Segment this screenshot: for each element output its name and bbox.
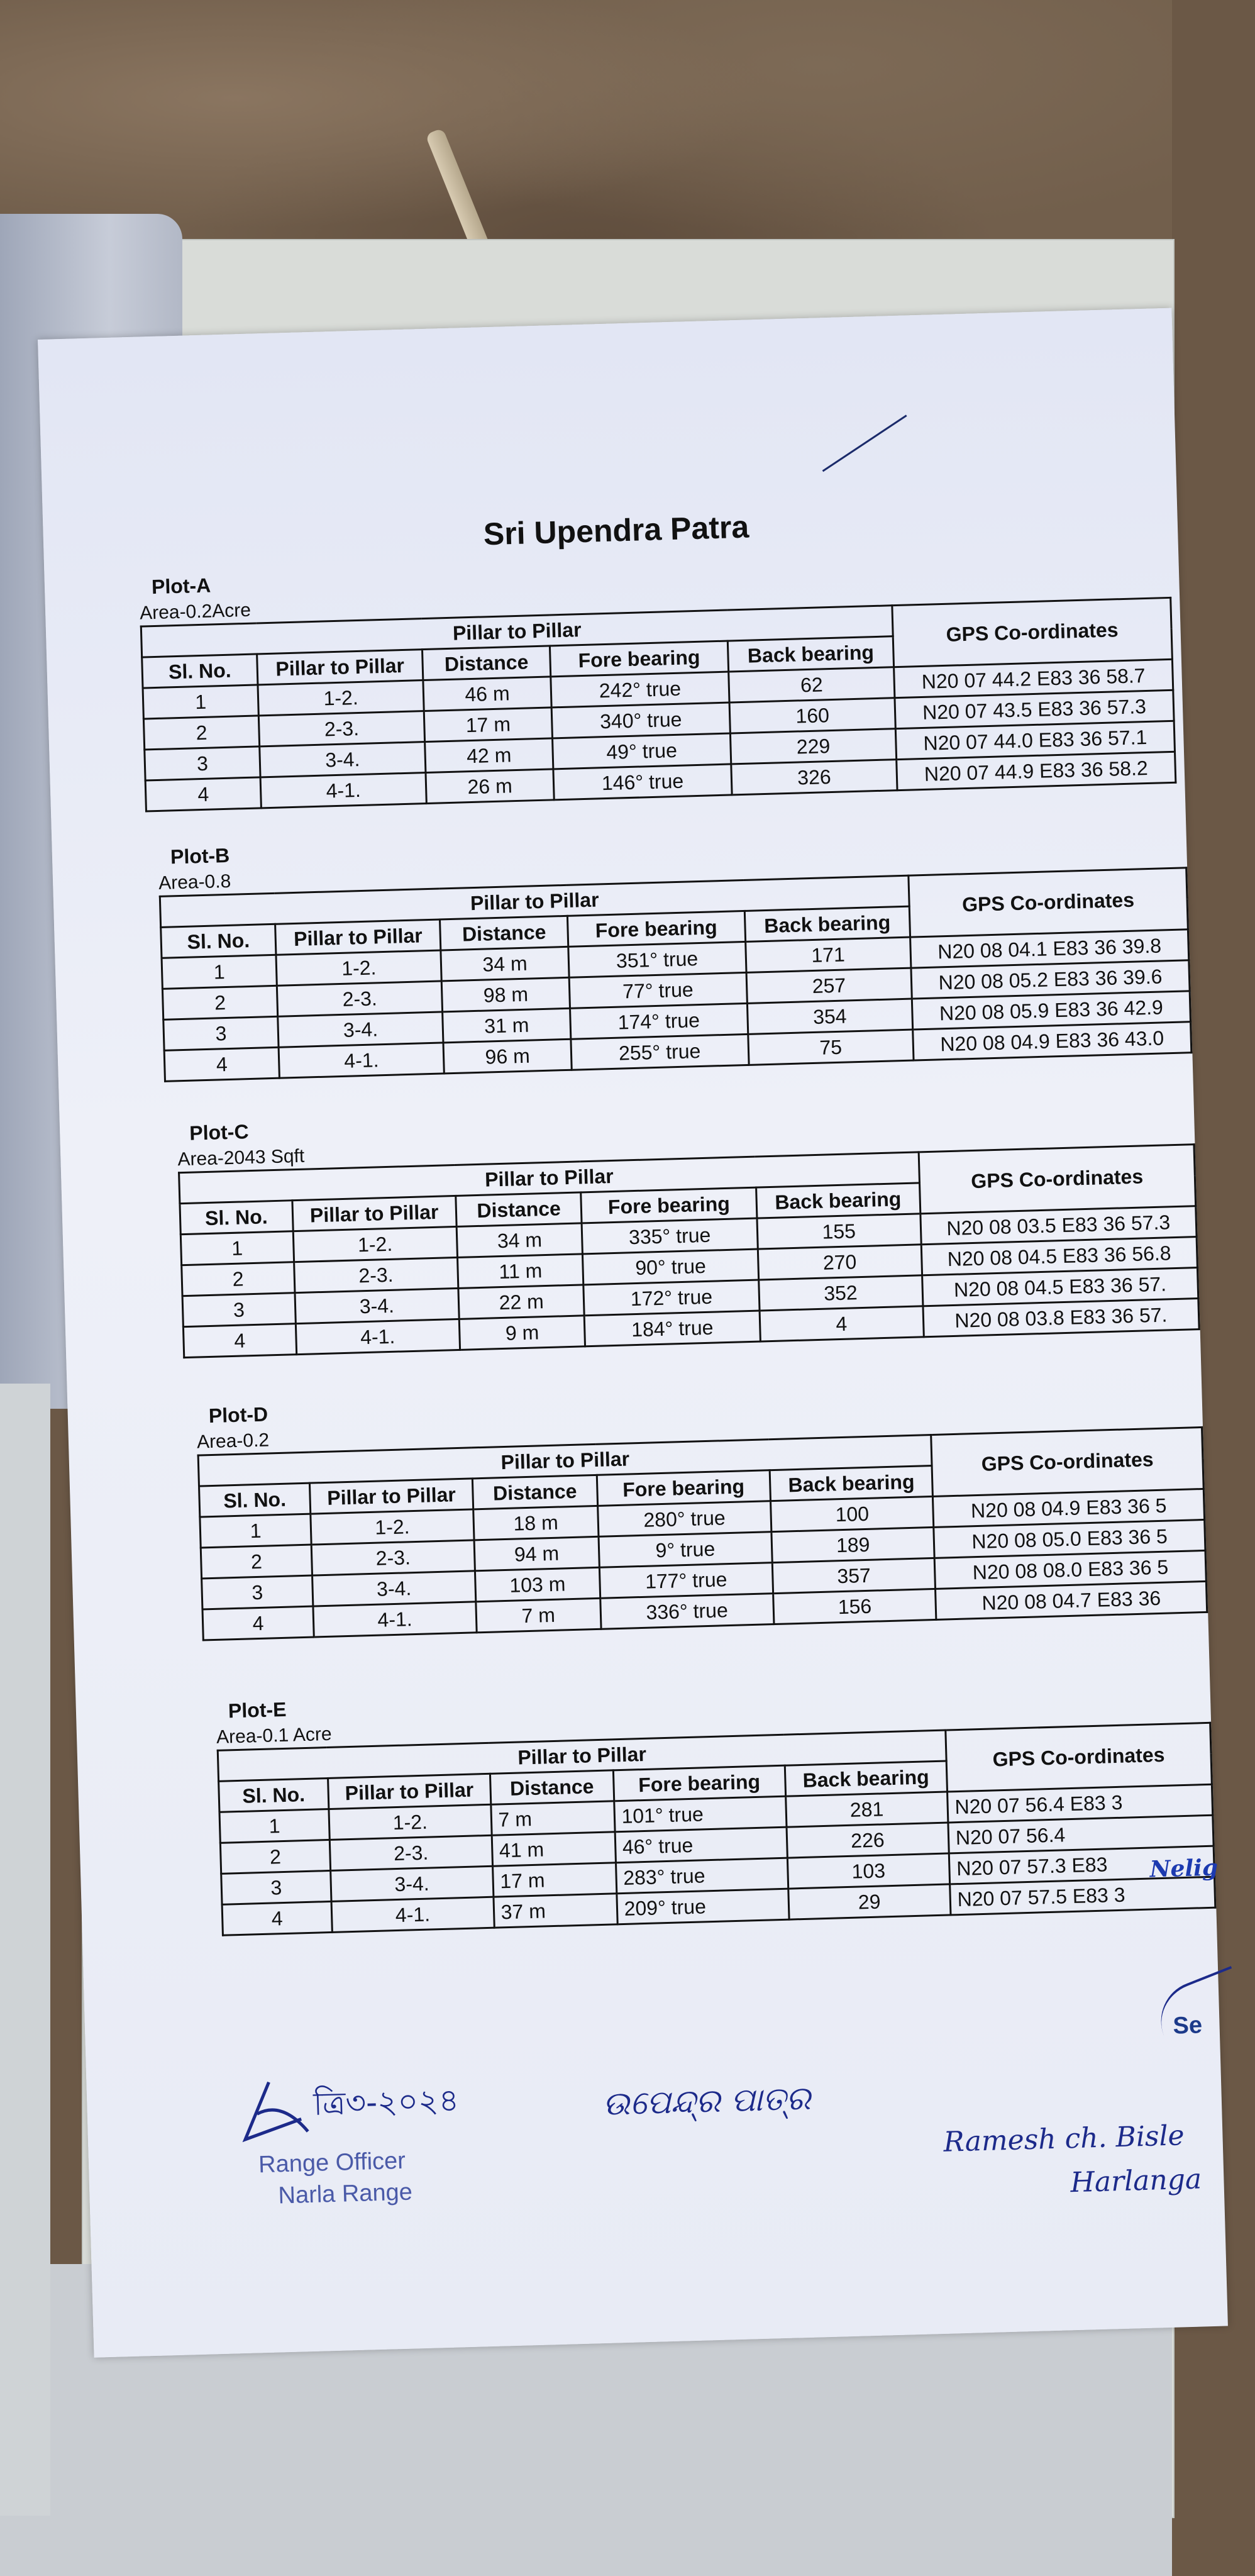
column-header-distance: Distance <box>472 1475 597 1509</box>
cell-fb: 177° true <box>599 1563 773 1599</box>
gps-header: GPS Co-ordinates <box>892 597 1173 667</box>
cell-gps: N20 07 44.2 E83 36 58.7 <box>894 659 1173 697</box>
gps-header: GPS Co-ordinates <box>931 1427 1203 1496</box>
column-header-pillar-to-pillar: Pillar to Pillar <box>328 1774 490 1809</box>
cell-bb: 75 <box>748 1030 914 1065</box>
gps-header: GPS Co-ordinates <box>909 868 1188 937</box>
column-header-pillar-to-pillar: Pillar to Pillar <box>275 919 441 955</box>
cell-gps: N20 07 56.4 <box>948 1815 1214 1853</box>
cell-fb: 351° true <box>568 941 746 977</box>
column-header-pillar-to-pillar: Pillar to Pillar <box>292 1196 456 1231</box>
cell-bb: 352 <box>758 1275 922 1311</box>
cell-bb: 156 <box>773 1589 937 1624</box>
cell-fb: 184° true <box>585 1311 760 1346</box>
plot-table <box>178 1143 1200 1358</box>
plot-area: Area-0.2 <box>196 1430 270 1453</box>
cell-bb: 226 <box>787 1823 949 1858</box>
cell-fb: 209° true <box>616 1889 788 1924</box>
cell-pp: 4-1. <box>313 1602 477 1637</box>
plot-label: Plot-C <box>189 1120 249 1145</box>
cell-dist: 22 m <box>458 1285 585 1319</box>
witness-signature-line2: Harlanga <box>1070 2163 1202 2199</box>
plot-table <box>197 1426 1208 1641</box>
cell-pp: 3-4. <box>260 742 426 777</box>
range-officer-title: Range Officer <box>258 2147 406 2179</box>
group-header: Pillar to Pillar <box>218 1730 946 1781</box>
column-header-distance: Distance <box>440 916 568 950</box>
cell-dist: 7 m <box>490 1801 614 1835</box>
cell-sl: 2 <box>220 1840 330 1874</box>
cell-sl: 3 <box>182 1293 296 1327</box>
cell-fb: 280° true <box>597 1501 771 1537</box>
column-header-sl-no: Sl. No. <box>219 1779 329 1813</box>
group-header: Pillar to Pillar <box>160 875 909 927</box>
cell-gps: N20 08 03.5 E83 36 57.3 <box>921 1206 1197 1245</box>
column-header-sl-no: Sl. No. <box>180 1201 293 1235</box>
column-header-sl-no: Sl. No. <box>142 654 258 688</box>
cell-sl: 4 <box>222 1901 332 1935</box>
cell-sl: 3 <box>145 747 260 780</box>
gps-header: GPS Co-ordinates <box>946 1723 1212 1792</box>
plot-table <box>140 597 1177 813</box>
cell-dist: 42 m <box>425 738 553 773</box>
pen-tick-mark <box>822 414 907 472</box>
plot-area: Area-0.8 <box>158 870 231 894</box>
cell-pp: 2-3. <box>294 1257 458 1292</box>
plot-label: Plot-E <box>228 1697 287 1723</box>
cell-bb: 189 <box>771 1527 935 1562</box>
cell-gps: N20 08 04.5 E83 36 56.8 <box>921 1237 1198 1275</box>
cell-bb: 62 <box>729 667 895 702</box>
cell-bb: 229 <box>730 729 896 764</box>
cell-gps: N20 08 04.9 E83 36 5 <box>933 1489 1205 1527</box>
cell-fb: 90° true <box>583 1249 758 1285</box>
plot-area: Area-2043 Sqft <box>177 1145 305 1170</box>
cell-dist: 17 m <box>424 708 552 742</box>
column-header-distance: Distance <box>456 1192 582 1227</box>
plot-section <box>177 1094 1200 1358</box>
cell-sl: 1 <box>219 1809 329 1843</box>
group-header: Pillar to Pillar <box>141 606 893 657</box>
cell-bb: 29 <box>788 1884 950 1919</box>
cell-bb: 103 <box>787 1853 949 1889</box>
cell-dist: 34 m <box>456 1223 583 1258</box>
cell-fb: 336° true <box>600 1594 774 1629</box>
cell-dist: 46 m <box>423 677 551 711</box>
cell-sl: 3 <box>202 1575 313 1609</box>
cell-dist: 41 m <box>492 1832 616 1866</box>
cell-pp: 2-3. <box>311 1540 475 1575</box>
cell-fb: 146° true <box>553 764 732 800</box>
cell-bb: 354 <box>747 999 913 1034</box>
cell-sl: 3 <box>163 1016 279 1050</box>
cell-bb: 257 <box>746 968 912 1003</box>
cell-pp: 1-2. <box>329 1804 492 1840</box>
column-header-back-bearing: Back bearing <box>744 906 910 941</box>
cell-dist: 37 m <box>494 1894 617 1928</box>
cell-dist: 94 m <box>474 1536 599 1570</box>
handwritten-note: Nelig <box>1149 1854 1219 1883</box>
cell-dist: 18 m <box>473 1506 599 1540</box>
column-header-pillar-to-pillar: Pillar to Pillar <box>257 650 423 685</box>
cell-fb: 46° true <box>615 1827 787 1863</box>
cell-sl: 1 <box>143 685 258 719</box>
cell-pp: 4-1. <box>331 1897 494 1932</box>
cell-pp: 1-2. <box>276 950 442 985</box>
cell-sl: 3 <box>221 1870 331 1904</box>
group-header: Pillar to Pillar <box>179 1152 920 1204</box>
column-header-sl-no: Sl. No. <box>199 1483 311 1517</box>
cell-sl: 1 <box>200 1514 311 1548</box>
cell-dist: 103 m <box>475 1567 600 1601</box>
cell-pp: 3-4. <box>278 1012 444 1047</box>
cell-fb: 9° true <box>599 1532 773 1568</box>
cell-gps: N20 08 03.8 E83 36 57. <box>923 1299 1200 1337</box>
odia-signature: ଉପେନ୍ଦ୍ର ପାତ୍ର <box>602 2079 812 2123</box>
cell-fb: 101° true <box>614 1796 786 1832</box>
cell-pp: 3-4. <box>295 1288 460 1323</box>
column-header-back-bearing: Back bearing <box>785 1761 947 1796</box>
cell-fb: 174° true <box>570 1003 748 1039</box>
column-header-fore-bearing: Fore bearing <box>550 641 728 677</box>
cell-fb: 335° true <box>582 1218 758 1254</box>
cell-gps: N20 07 56.4 E83 3 <box>947 1784 1212 1823</box>
cell-fb: 49° true <box>553 733 731 769</box>
cell-gps: N20 07 44.9 E83 36 58.2 <box>897 752 1176 790</box>
column-header-back-bearing: Back bearing <box>756 1183 920 1218</box>
cell-pp: 4-1. <box>279 1043 445 1078</box>
cell-pp: 2-3. <box>277 981 443 1016</box>
cell-gps: N20 08 04.5 E83 36 57. <box>922 1268 1198 1306</box>
column-header-fore-bearing: Fore bearing <box>567 911 745 947</box>
cell-dist: 9 m <box>459 1316 585 1350</box>
cell-sl: 4 <box>202 1606 314 1640</box>
column-header-fore-bearing: Fore bearing <box>613 1765 785 1801</box>
cell-gps: N20 08 05.9 E83 36 42.9 <box>912 991 1190 1030</box>
document-page <box>38 308 1228 2358</box>
cell-dist: 7 m <box>476 1598 601 1632</box>
cell-gps: N20 08 04.7 E83 36 <box>936 1581 1207 1619</box>
signature-scribble-icon <box>231 2075 321 2153</box>
cell-gps: N20 08 05.2 E83 36 39.6 <box>911 960 1190 999</box>
gps-header: GPS Co-ordinates <box>919 1145 1196 1214</box>
cell-bb: 326 <box>731 760 897 795</box>
cell-bb: 171 <box>745 937 911 972</box>
column-header-distance: Distance <box>490 1770 614 1804</box>
column-header-back-bearing: Back bearing <box>770 1465 933 1501</box>
cell-gps: N20 08 08.0 E83 36 5 <box>935 1550 1207 1589</box>
cell-sl: 2 <box>201 1545 312 1579</box>
cell-fb: 77° true <box>569 972 747 1008</box>
cell-pp: 3-4. <box>331 1866 494 1901</box>
cell-dist: 98 m <box>442 977 570 1012</box>
column-header-pillar-to-pillar: Pillar to Pillar <box>309 1479 473 1514</box>
plot-label: Plot-A <box>151 574 211 599</box>
cell-pp: 1-2. <box>293 1226 458 1262</box>
column-header-fore-bearing: Fore bearing <box>581 1187 756 1223</box>
cell-bb: 270 <box>758 1245 922 1280</box>
cell-dist: 17 m <box>492 1863 616 1897</box>
document-title: Sri Upendra Patra <box>483 509 749 552</box>
cell-pp: 3-4. <box>312 1571 476 1606</box>
plot-section <box>216 1672 1217 1936</box>
cell-gps: N20 07 43.5 E83 36 57.3 <box>895 690 1174 728</box>
witness-signature-line1: Ramesh ch. Bisle <box>943 2119 1185 2158</box>
cell-bb: 281 <box>785 1792 948 1827</box>
column-header-sl-no: Sl. No. <box>161 924 276 958</box>
left-page-edge <box>0 1384 50 2516</box>
cell-sl: 2 <box>143 716 259 750</box>
range-officer-office: Narla Range <box>277 2179 413 2209</box>
stamp-initials: ত্রি৩-২০২৪ <box>312 2082 460 2123</box>
cell-sl: 2 <box>182 1262 295 1296</box>
cell-dist: 26 m <box>426 769 554 804</box>
cell-bb: 357 <box>772 1558 936 1593</box>
seal-text: Se <box>1172 2012 1203 2040</box>
plot-area: Area-0.2Acre <box>139 599 252 624</box>
cell-gps: N20 07 44.0 E83 36 57.1 <box>895 721 1175 759</box>
cell-sl: 2 <box>162 985 277 1019</box>
cell-fb: 340° true <box>551 702 730 738</box>
cell-pp: 4-1. <box>260 773 426 808</box>
plot-label: Plot-B <box>170 843 230 869</box>
cell-pp: 1-2. <box>258 680 424 716</box>
cell-fb: 255° true <box>571 1034 749 1070</box>
cell-sl: 4 <box>183 1324 296 1358</box>
cell-dist: 31 m <box>443 1008 571 1043</box>
cell-gps: N20 08 04.9 E83 36 43.0 <box>913 1022 1191 1060</box>
cell-dist: 11 m <box>457 1254 583 1289</box>
plot-section <box>196 1377 1208 1641</box>
cell-dist: 34 m <box>441 947 569 981</box>
plot-table <box>159 867 1193 1082</box>
group-header: Pillar to Pillar <box>198 1435 932 1486</box>
cell-gps: N20 08 04.1 E83 36 39.8 <box>910 930 1189 968</box>
column-header-back-bearing: Back bearing <box>727 636 893 672</box>
cell-pp: 4-1. <box>296 1319 460 1354</box>
cell-bb: 100 <box>770 1496 934 1531</box>
plot-section <box>139 547 1177 813</box>
cell-pp: 2-3. <box>258 711 424 747</box>
column-header-distance: Distance <box>422 646 550 680</box>
cell-bb: 155 <box>757 1214 921 1249</box>
cell-sl: 1 <box>162 955 277 989</box>
cell-bb: 4 <box>760 1306 924 1341</box>
cell-pp: 1-2. <box>311 1509 474 1545</box>
plot-label: Plot-D <box>208 1402 268 1428</box>
column-header-fore-bearing: Fore bearing <box>597 1470 771 1506</box>
cell-dist: 96 m <box>443 1039 572 1074</box>
cell-sl: 4 <box>145 777 261 811</box>
plot-area: Area-0.1 Acre <box>216 1723 332 1748</box>
cell-fb: 283° true <box>616 1858 788 1894</box>
cell-fb: 242° true <box>551 672 729 708</box>
cell-bb: 160 <box>729 698 895 733</box>
cell-gps: N20 07 57.3 E83 <box>949 1846 1214 1884</box>
plot-section <box>158 817 1193 1082</box>
cell-sl: 4 <box>164 1047 279 1081</box>
plot-table <box>217 1722 1217 1936</box>
cell-fb: 172° true <box>583 1280 759 1316</box>
cell-sl: 1 <box>180 1231 294 1265</box>
cell-pp: 2-3. <box>329 1835 492 1870</box>
cell-gps: N20 08 05.0 E83 36 5 <box>934 1519 1205 1558</box>
cell-gps: N20 07 57.5 E83 3 <box>949 1877 1215 1915</box>
